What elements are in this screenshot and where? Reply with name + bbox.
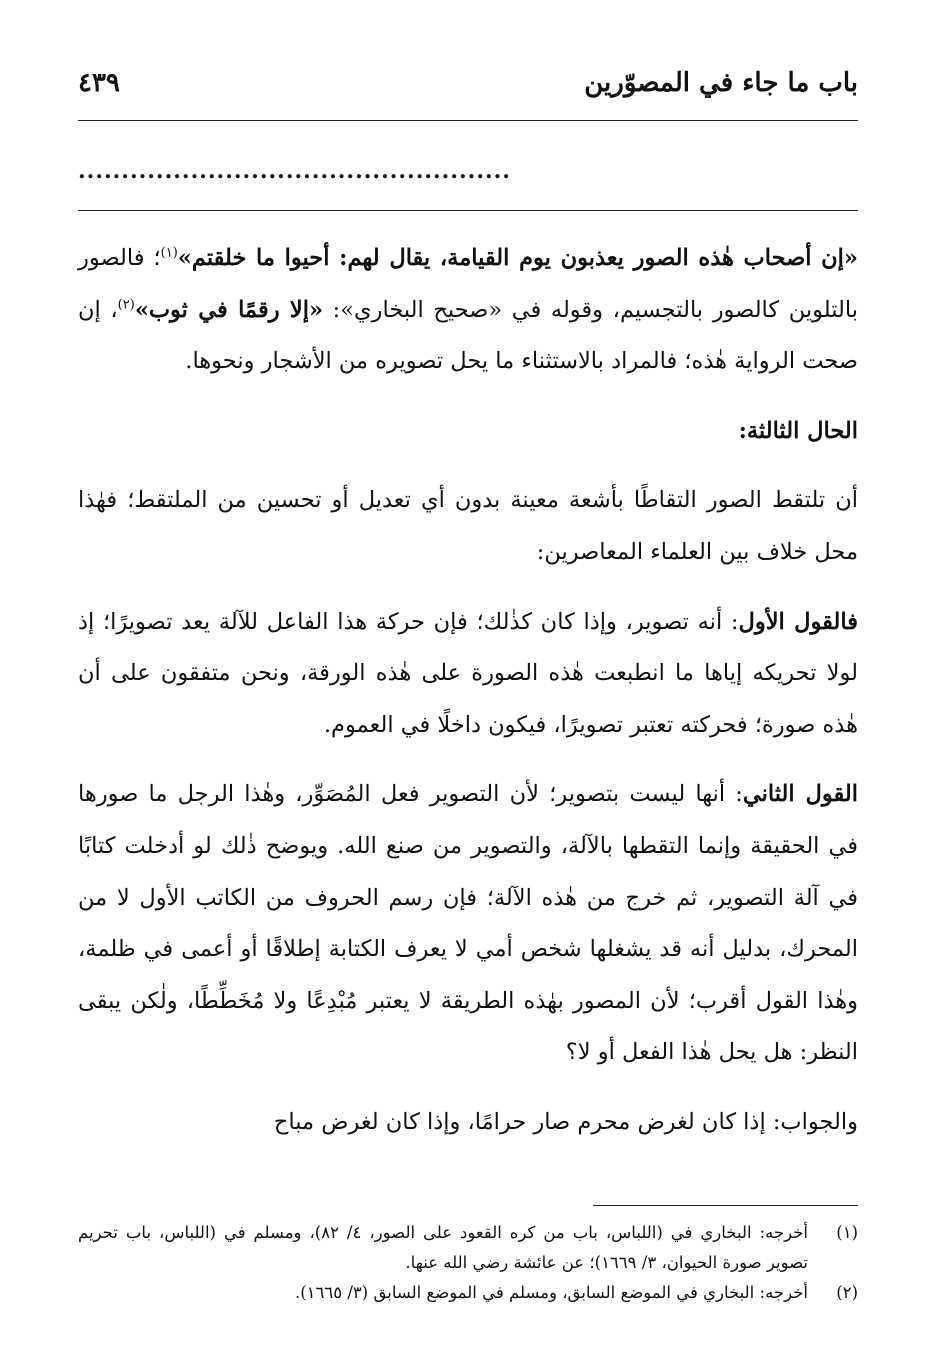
footnote-text: أخرجه: البخاري في (اللباس، باب من كره القعود على الصور، ٤/ ٨٢)، ومسلم في (اللباس، باب تحريم تصوير صورة الحيوان، ٣/ ١٦٦٩)؛ عن عائشة رضي الله عنها. <box>78 1223 808 1272</box>
section-rule <box>78 210 858 211</box>
footnote-number: (٢) <box>836 1283 858 1302</box>
footnote-number: (١) <box>836 1223 858 1242</box>
footnote <box>78 1278 858 1308</box>
paragraph-3 <box>78 597 858 752</box>
paragraph-1 <box>78 233 858 388</box>
running-header <box>78 58 858 108</box>
paragraph-4 <box>78 769 858 1079</box>
second-opinion-label: القول الثاني <box>742 781 858 808</box>
paragraph-5: والجواب: إذا كان لغرض محرم صار حرامًا، وإذا كان لغرض مباح <box>273 1108 858 1135</box>
paragraph-1-end: ، إن صحت الرواية هٰذه؛ فالمراد بالاستثناء ما يحل تصويره من الأشجار ونحوها. <box>78 296 858 375</box>
paragraph-1-middle: ؛ فالصور بالتلوين كالصور بالتجسيم، وقوله في «صحيح البخاري»: <box>78 245 858 323</box>
page-number: ٤٣٩ <box>78 68 120 98</box>
footnote-rule <box>593 1205 858 1206</box>
paragraph-2: أن تلتقط الصور التقاطًا بأشعة معينة بدون أي تعديل أو تحسين من الملتقط؛ فهٰذا محل خلاف بين العلماء المعاصرين: <box>78 487 858 565</box>
footnote-ref-1: (١) <box>160 245 178 261</box>
hadith-quote: «إن أصحاب هٰذه الصور يعذبون يوم القيامة، يقال لهم: أحيوا ما خلقتم» <box>177 245 858 271</box>
hadith-quote-2: «إلا رقمًا في ثوب» <box>134 296 324 323</box>
footnote-ref-2: (٢) <box>117 297 135 313</box>
first-opinion-label: فالقول الأول <box>738 608 858 635</box>
second-opinion-text: : أنها ليست بتصوير؛ لأن التصوير فعل المُصَوِّر، وهٰذا الرجل ما صورها في الحقيقة وإنما التقطها بالآلة، والتصوير من صنع الله. ويوضح ذٰلك لو أدخلت كتابًا في آلة التصوير، ثم خرج من هٰذه الآلة؛ فإن رسم الحروف من الكاتب الأول لا من المحرك، بدليل أنه قد يشغلها شخص أمي لا يعرف الكتابة إطلاقًا أو أعمى في ظلمة، وهٰذا القول أقرب؛ لأن المصور بهٰذه الطريقة لا يعتبر مُبْدِعًا ولا مُخَطِّطًا، ولٰكن يبقى النظر: هل يحل هٰذا الفعل أو لا؟ <box>78 781 858 1066</box>
footnote-text: أخرجه: البخاري في الموضع السابق، ومسلم في الموضع السابق (٣/ ١٦٦٥). <box>294 1283 808 1302</box>
first-opinion-text: : أنه تصوير، وإذا كان كذٰلك؛ فإن حركة هذا الفاعل للآلة يعد تصويرًا؛ إذ لولا تحريكه إياها ما انطبعت هٰذه الصورة على هٰذه الورقة، ونحن متفقون على أن هٰذه صورة؛ فحركته تعتبر تصويرًا، فيكون داخلًا في العموم. <box>78 608 858 738</box>
main-text <box>78 233 858 1149</box>
footnote <box>78 1218 858 1278</box>
chapter-title: باب ما جاء في المصوّرين <box>584 68 858 98</box>
dotted-separator: .................................................. <box>78 158 511 184</box>
section-heading: الحال الثالثة: <box>738 417 858 444</box>
header-rule <box>78 120 858 121</box>
footnotes <box>78 1218 858 1308</box>
